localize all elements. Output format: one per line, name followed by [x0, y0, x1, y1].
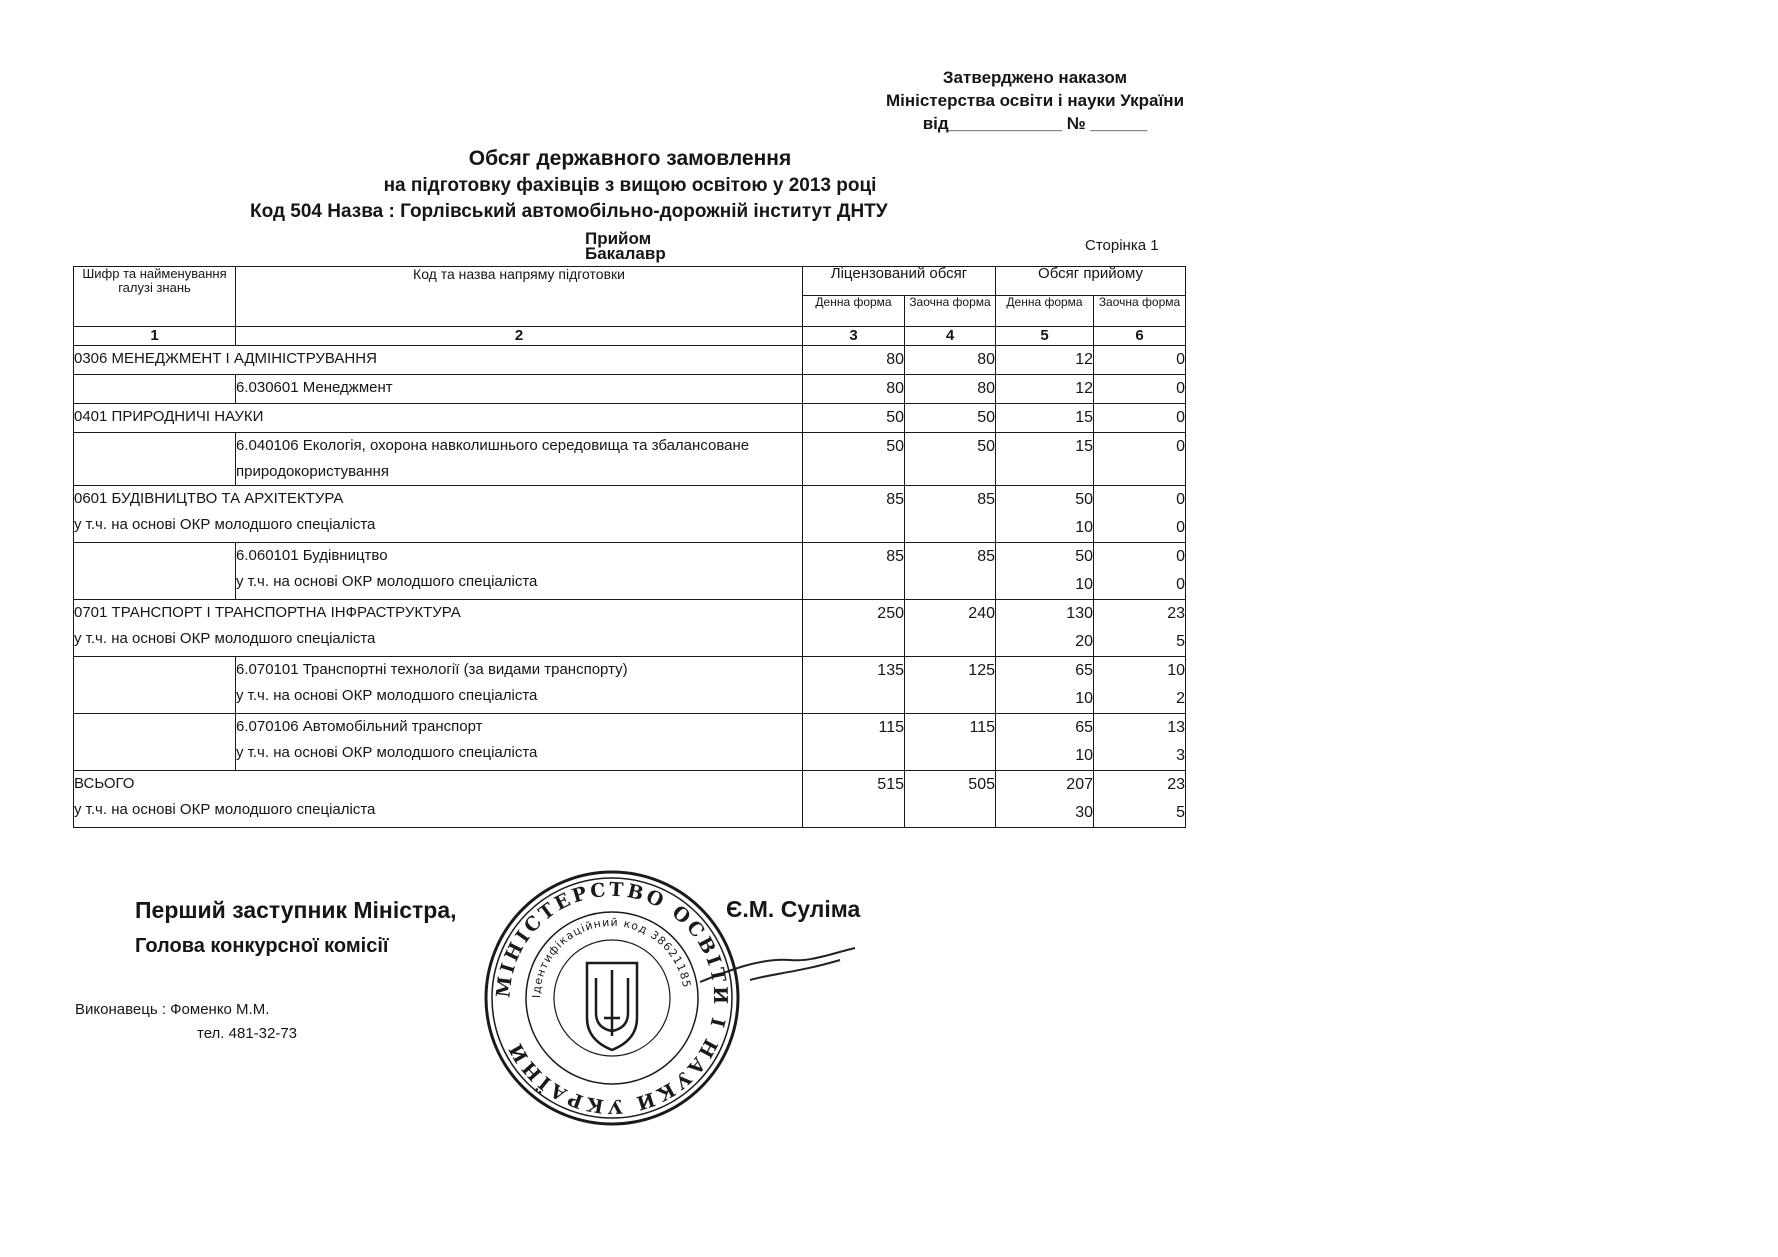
- value-c4: 85: [977, 548, 995, 565]
- cell-c3: [803, 375, 905, 404]
- approval-block: [860, 66, 1210, 135]
- subtotal-label: у т.ч. на основі ОКР молодшого спеціаліста: [236, 744, 538, 761]
- empty-cell: [74, 714, 236, 771]
- executor-block: [75, 998, 297, 1046]
- specialty-label: 6.030601 Менеджмент: [236, 379, 393, 396]
- header-admission-day: Денна форма: [996, 296, 1094, 327]
- level-label: Бакалавр: [585, 244, 666, 263]
- knowledge-area-cell: [74, 486, 803, 543]
- cell-c6: [1094, 543, 1186, 600]
- value-c3: 80: [886, 351, 904, 368]
- cell-c4: [905, 433, 996, 486]
- header-admission: Обсяг прийому: [996, 267, 1186, 296]
- title-line-1: Обсяг державного замовлення: [468, 147, 792, 170]
- value-c5: 207: [1066, 776, 1093, 793]
- value-c5: 15: [1075, 438, 1093, 455]
- col-number-6: 6: [1094, 327, 1186, 346]
- table-row: [74, 600, 1186, 657]
- cell-c4: [905, 543, 996, 600]
- document-title: [250, 145, 1010, 225]
- cell-c4: [905, 600, 996, 657]
- value-c6: 0: [1176, 380, 1185, 397]
- approval-line-2: Міністерства освіти і науки України: [885, 91, 1185, 110]
- header-admission-corr: Заочна форма: [1094, 296, 1186, 327]
- approval-line-3: від____________ № ______: [922, 114, 1148, 133]
- empty-cell: [74, 433, 236, 486]
- value-s6: 3: [1176, 747, 1185, 764]
- subtotal-label: у т.ч. на основі ОКР молодшого спеціаліста: [74, 630, 376, 647]
- specialty-label: 6.070101 Транспортні технології (за видами транспорту): [236, 661, 628, 678]
- cell-c4: [905, 657, 996, 714]
- value-s5: 10: [1075, 576, 1093, 593]
- value-c3: 115: [878, 719, 904, 736]
- value-c3: 515: [877, 776, 904, 793]
- value-c4: 125: [968, 662, 995, 679]
- cell-c6: [1094, 486, 1186, 543]
- cell-c5: [996, 543, 1094, 600]
- cell-c4: [905, 346, 996, 375]
- header-licensed-day: Денна форма: [803, 296, 905, 327]
- value-c5: 65: [1075, 719, 1093, 736]
- value-c3: 50: [886, 409, 904, 426]
- value-c4: 115: [969, 719, 995, 736]
- value-c4: 240: [968, 605, 995, 622]
- cell-c3: [803, 600, 905, 657]
- table-row: [74, 543, 1186, 600]
- subtotal-label: у т.ч. на основі ОКР молодшого спеціаліста: [74, 801, 376, 818]
- header-licensed: Ліцензований обсяг: [803, 267, 996, 296]
- header-col1: Шифр та найменування галузі знань: [74, 267, 236, 327]
- subtotal-label: у т.ч. на основі ОКР молодшого спеціаліста: [236, 573, 538, 590]
- value-c6: 23: [1167, 776, 1185, 793]
- page-number: Сторінка 1: [1085, 237, 1159, 254]
- table-row: [74, 714, 1186, 771]
- table-row: [74, 346, 1186, 375]
- subtotal-label: у т.ч. на основі ОКР молодшого спеціаліста: [74, 516, 376, 533]
- value-c6: 10: [1167, 662, 1185, 679]
- col-number-1: 1: [74, 327, 236, 346]
- signature-position-1: Перший заступник Міністра,: [135, 897, 457, 923]
- value-c6: 0: [1176, 548, 1185, 565]
- value-s6: 5: [1176, 633, 1185, 650]
- signature-position-2: Голова конкурсної комісії: [135, 935, 389, 957]
- table-row: [74, 404, 1186, 433]
- value-c4: 50: [977, 438, 995, 455]
- specialty-cell: [236, 433, 803, 486]
- knowledge-area-label: ВСЬОГО: [74, 775, 135, 792]
- cell-c6: [1094, 346, 1186, 375]
- value-c4: 80: [977, 380, 995, 397]
- specialty-cell: [236, 657, 803, 714]
- knowledge-area-cell: [74, 404, 803, 433]
- value-s6: 5: [1176, 804, 1185, 821]
- cell-c3: [803, 771, 905, 828]
- section-label: Прийом: [585, 229, 652, 248]
- specialty-cell: [236, 375, 803, 404]
- cell-c3: [803, 404, 905, 433]
- value-c5: 50: [1075, 491, 1093, 508]
- table-row: [74, 375, 1186, 404]
- knowledge-area-cell: [74, 771, 803, 828]
- value-c6: 0: [1176, 409, 1185, 426]
- value-c3: 80: [886, 380, 904, 397]
- value-c5: 50: [1075, 548, 1093, 565]
- cell-c5: [996, 404, 1094, 433]
- approval-line-1: Затверджено наказом: [942, 68, 1128, 87]
- knowledge-area-label: 0701 ТРАНСПОРТ І ТРАНСПОРТНА ІНФРАСТРУКТУРА: [74, 604, 461, 621]
- header-licensed-corr: Заочна форма: [905, 296, 996, 327]
- cell-c6: [1094, 433, 1186, 486]
- value-c4: 505: [968, 776, 995, 793]
- cell-c4: [905, 486, 996, 543]
- value-c4: 85: [977, 491, 995, 508]
- table-row: [74, 433, 1186, 486]
- value-s5: 10: [1075, 747, 1093, 764]
- cell-c4: [905, 771, 996, 828]
- value-c6: 23: [1167, 605, 1185, 622]
- cell-c5: [996, 600, 1094, 657]
- subtotal-label: у т.ч. на основі ОКР молодшого спеціаліста: [236, 687, 538, 704]
- cell-c3: [803, 714, 905, 771]
- table-row: [74, 657, 1186, 714]
- cell-c5: [996, 714, 1094, 771]
- cell-c5: [996, 375, 1094, 404]
- official-seal: [482, 868, 742, 1128]
- value-s6: 2: [1176, 690, 1185, 707]
- cell-c4: [905, 404, 996, 433]
- value-c5: 12: [1075, 351, 1093, 368]
- cell-c3: [803, 486, 905, 543]
- specialty-cell: [236, 543, 803, 600]
- value-c5: 12: [1075, 380, 1093, 397]
- cell-c6: [1094, 771, 1186, 828]
- cell-c5: [996, 657, 1094, 714]
- value-c3: 50: [886, 438, 904, 455]
- title-line-2: на підготовку фахівців з вищою освітою у 2013 році: [383, 175, 877, 196]
- value-c6: 0: [1176, 491, 1185, 508]
- cell-c5: [996, 433, 1094, 486]
- specialty-label: 6.040106 Екологія, охорона навколишнього середовища та збалансоване природокористування: [236, 437, 750, 480]
- cell-c6: [1094, 375, 1186, 404]
- value-c5: 65: [1075, 662, 1093, 679]
- empty-cell: [74, 543, 236, 600]
- col-number-2: 2: [236, 327, 803, 346]
- knowledge-area-cell: [74, 600, 803, 657]
- value-s6: 0: [1176, 576, 1185, 593]
- signatory-name: Є.М. Суліма: [726, 896, 861, 922]
- value-c3: 250: [877, 605, 904, 622]
- value-s5: 10: [1075, 519, 1093, 536]
- title-line-3: Код 504 Назва : Горлівський автомобільно-дорожній інститут ДНТУ: [250, 201, 888, 222]
- col-number-4: 4: [905, 327, 996, 346]
- knowledge-area-cell: [74, 346, 803, 375]
- value-c5: 130: [1066, 605, 1093, 622]
- value-s6: 0: [1176, 519, 1185, 536]
- value-c6: 13: [1167, 719, 1185, 736]
- cell-c5: [996, 346, 1094, 375]
- executor-name: Виконавець : Фоменко М.М.: [75, 1001, 270, 1018]
- cell-c6: [1094, 600, 1186, 657]
- value-c6: 0: [1176, 351, 1185, 368]
- empty-cell: [74, 375, 236, 404]
- cell-c5: [996, 486, 1094, 543]
- value-c4: 50: [977, 409, 995, 426]
- specialty-label: 6.060101 Будівництво: [236, 547, 388, 564]
- col-number-5: 5: [996, 327, 1094, 346]
- knowledge-area-label: 0601 БУДІВНИЦТВО ТА АРХІТЕКТУРА: [74, 490, 344, 507]
- trident-icon: [587, 963, 637, 1050]
- cell-c3: [803, 433, 905, 486]
- value-c5: 15: [1075, 409, 1093, 426]
- specialty-label: 6.070106 Автомобільний транспорт: [236, 718, 483, 735]
- value-c3: 85: [886, 548, 904, 565]
- table-row: [74, 486, 1186, 543]
- cell-c6: [1094, 404, 1186, 433]
- header-col2: Код та назва напряму підготовки: [236, 267, 803, 327]
- cell-c3: [803, 346, 905, 375]
- cell-c4: [905, 714, 996, 771]
- col-number-3: 3: [803, 327, 905, 346]
- seal-outer-text: МІНІСТЕРСТВО ОСВІТИ І НАУКИ УКРАЇНИ: [492, 878, 732, 1118]
- seal-inner-text: Ідентифікаційний код 38621185: [529, 915, 694, 999]
- knowledge-area-label: 0401 ПРИРОДНИЧІ НАУКИ: [74, 408, 264, 425]
- cell-c6: [1094, 657, 1186, 714]
- value-s5: 20: [1075, 633, 1093, 650]
- value-s5: 10: [1075, 690, 1093, 707]
- knowledge-area-label: 0306 МЕНЕДЖМЕНТ І АДМІНІСТРУВАННЯ: [74, 350, 377, 367]
- cell-c4: [905, 375, 996, 404]
- cell-c3: [803, 543, 905, 600]
- signature-block: [135, 892, 457, 964]
- value-c4: 80: [977, 351, 995, 368]
- value-s5: 30: [1075, 804, 1093, 821]
- table-row: [74, 771, 1186, 828]
- specialty-cell: [236, 714, 803, 771]
- value-c3: 85: [886, 491, 904, 508]
- value-c3: 135: [877, 662, 904, 679]
- value-c6: 0: [1176, 438, 1185, 455]
- cell-c3: [803, 657, 905, 714]
- empty-cell: [74, 657, 236, 714]
- cell-c5: [996, 771, 1094, 828]
- cell-c6: [1094, 714, 1186, 771]
- executor-phone: тел. 481-32-73: [197, 1025, 298, 1042]
- admission-table: [73, 266, 1186, 828]
